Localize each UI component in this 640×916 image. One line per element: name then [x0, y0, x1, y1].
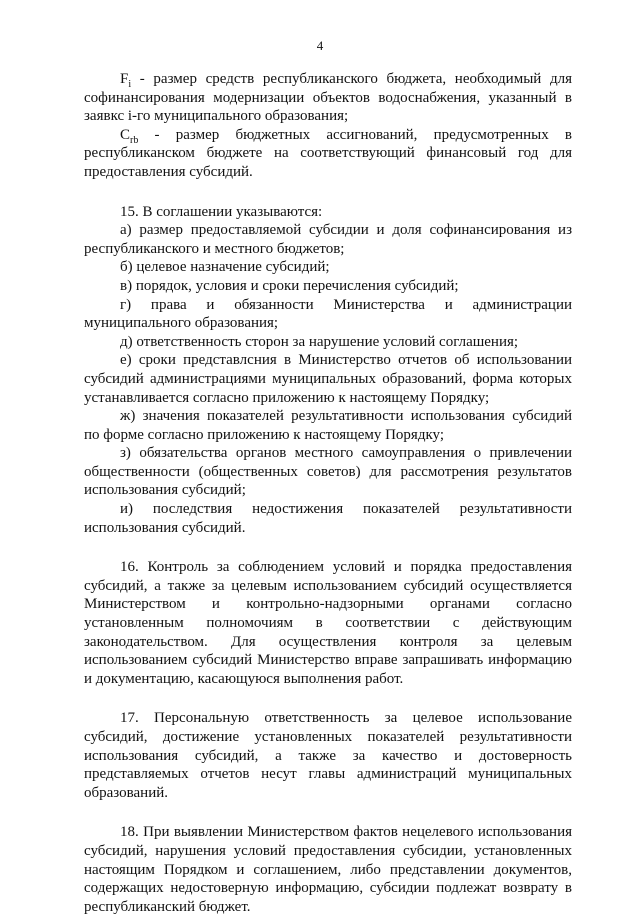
section-15-intro: 15. В соглашении указываются: [120, 203, 323, 220]
definition-fi-symbol: F [120, 71, 129, 87]
section-15-item-zh: ж) значения показателей результативности использования субсидий по форме согласно приложению к настоящему Порядку; [84, 408, 572, 443]
section-15-item-v: в) порядок, условия и сроки перечисления субсидий; [120, 277, 459, 294]
section-15-item-e: е) сроки представлсния в Министерство отчетов об использовании субсидий администрациями муниципальных образований, форма которых устанавливается согласно приложению к настоящему Порядку; [84, 352, 572, 406]
document-body [84, 70, 572, 916]
section-15-item-z: з) обязательства органов местного самоуправления о привлечении общественности (общественных советов) для рассмотрения результатов использования субсидий; [84, 445, 572, 499]
section-15-item-b: б) целевое назначение субсидий; [120, 259, 330, 276]
section-15-item-g: г) права и обязанности Министерства и администрации муниципального образования; [84, 296, 572, 332]
definition-crb-text: - размер бюджетных ассигнований, предусмотренных в республиканском бюджете на соответствующий финансовый год для предоставления субсидий. [84, 126, 572, 180]
definition-crb-symbol: C [120, 126, 131, 143]
definition-fi-text: - размер средств республиканского бюджета, необходимый для софинансирования модернизации объектов водоснабжения, указанный в заявкс i-го муниципального образования; [84, 71, 572, 125]
page-number: 4 [316, 38, 324, 53]
section-17: 17. Персональную ответственность за целевое использование субсидий, достижение установленных показателей результативности использования субсидий, а также за качество и достоверность представляемых отчетов несут главы администраций муниципальных образований. [84, 710, 572, 801]
section-18: 18. При выявлении Министерством фактов нецелевого использования субсидий, нарушения условий предоставления субсидии, установленных настоящим Порядком и соглашением, либо представлении документов, содержащих недостоверную информацию, субсидии подлежат возврату в республиканский бюджет. [84, 824, 572, 915]
definition-fi-subscript: i [128, 79, 132, 90]
section-15-item-a: а) размер предоставляемой субсидии и доля софинансирования из республиканского и местного бюджетов; [84, 222, 572, 257]
section-16: 16. Контроль за соблюдением условий и порядка предоставления субсидий, а также за целевым использованием субсидий осуществляется Министерством и контрольно-надзорными органами согласно установленным полномочиям в соответствии с действующим законодательством. Для осуществления контроля за целевым использованием субсидий Министерство вправе запрашивать информацию и документацию, касающуюся выполнения работ. [84, 559, 572, 687]
section-15-item-i: и) последствия недостижения показателей результативности использования субсидий. [84, 501, 572, 536]
definition-crb-subscript: rb [130, 134, 139, 146]
definition-fi [84, 70, 572, 126]
definition-crb [84, 126, 572, 182]
section-15-item-d: д) ответственность сторон за нарушение условий соглашения; [120, 333, 519, 350]
